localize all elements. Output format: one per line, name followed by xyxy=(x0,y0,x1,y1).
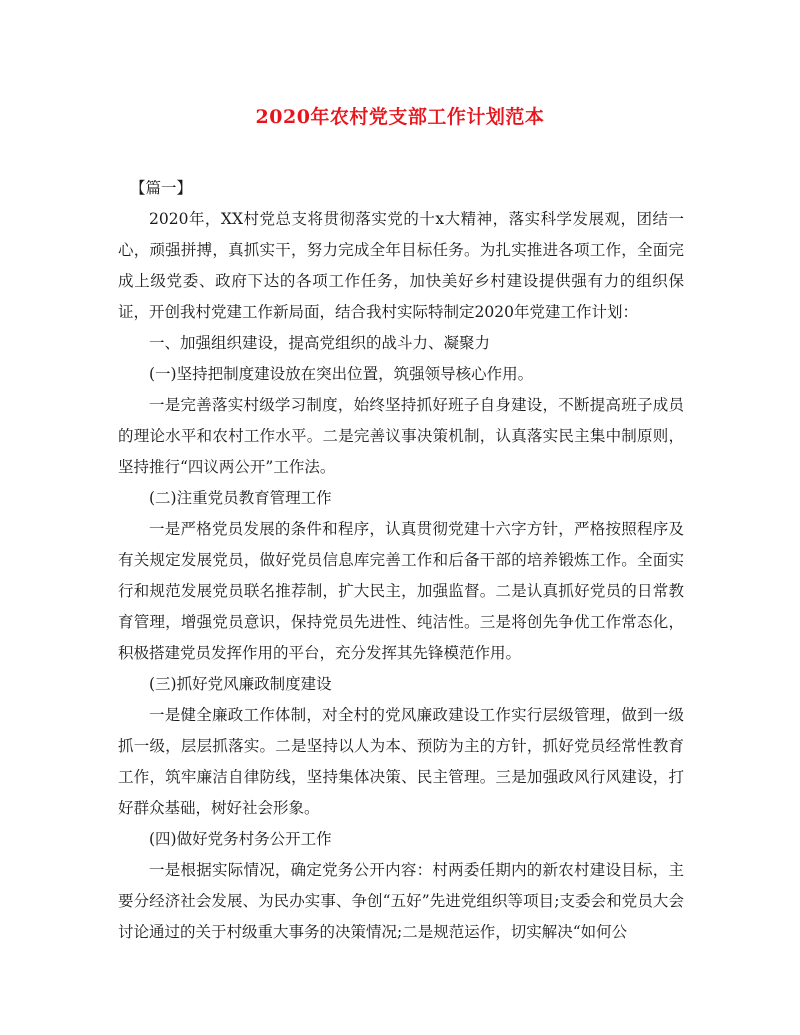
subheading-1: (一)坚持把制度建设放在突出位置，筑强领导核心作用。 xyxy=(149,365,534,383)
heading-1: 一、加强组织建设，提高党组织的战斗力、凝聚力 xyxy=(149,334,491,352)
body-paragraph-1: 一是完善落实村级学习制度，始终坚持抓好班子自身建设，不断提高班子成员的理论水平和农村工作水平。二是完善议事决策机制，认真落实民主集中制原则，坚持推行“四议两公开”工作法。 xyxy=(118,396,684,476)
document-body xyxy=(118,173,684,948)
section-label: 【篇一】 xyxy=(130,179,193,197)
body-paragraph-3: 一是健全廉政工作体制，对全村的党风廉政建设工作实行层级管理，做到一级抓一级，层层抓落实。二是坚持以人为本、预防为主的方针，抓好党员经常性教育工作，筑牢廉洁自律防线，坚持集体决策、民主管理。三是加强政风行风建设，打好群众基础，树好社会形象。 xyxy=(118,706,684,817)
body-paragraph-4: 一是根据实际情况，确定党务公开内容：村两委任期内的新农村建设目标，主要分经济社会发展、为民办实事、争创“五好”先进党组织等项目;支委会和党员大会讨论通过的关于村级重大事务的决策情况;二是规范运作，切实解决“如何公 xyxy=(118,861,684,941)
subheading-3: (三)抓好党风廉政制度建设 xyxy=(149,675,332,693)
document-title: 2020年农村党支部工作计划范本 xyxy=(255,106,545,128)
body-paragraph-2: 一是严格党员发展的条件和程序，认真贯彻党建十六字方针，严格按照程序及有关规定发展党员，做好党员信息库完善工作和后备干部的培养锻炼工作。全面实行和规范发展党员联名推荐制，扩大民主，加强监督。二是认真抓好党员的日常教育管理，增强党员意识，保持党员先进性、纯洁性。三是将创先争优工作常态化，积极搭建党员发挥作用的平台，充分发挥其先锋模范作用。 xyxy=(118,520,684,662)
subheading-2: (二)注重党员教育管理工作 xyxy=(149,489,332,507)
intro-paragraph: 2020年，XX村党总支将贯彻落实党的十x大精神，落实科学发展观，团结一心，顽强拼搏，真抓实干，努力完成全年目标任务。为扎实推进各项工作，全面完成上级党委、政府下达的各项工作任务，加快美好乡村建设提供强有力的组织保证，开创我村党建工作新局面，结合我村实际特制定2020年党建工作计划： xyxy=(118,210,684,321)
subheading-4: (四)做好党务村务公开工作 xyxy=(149,830,332,848)
